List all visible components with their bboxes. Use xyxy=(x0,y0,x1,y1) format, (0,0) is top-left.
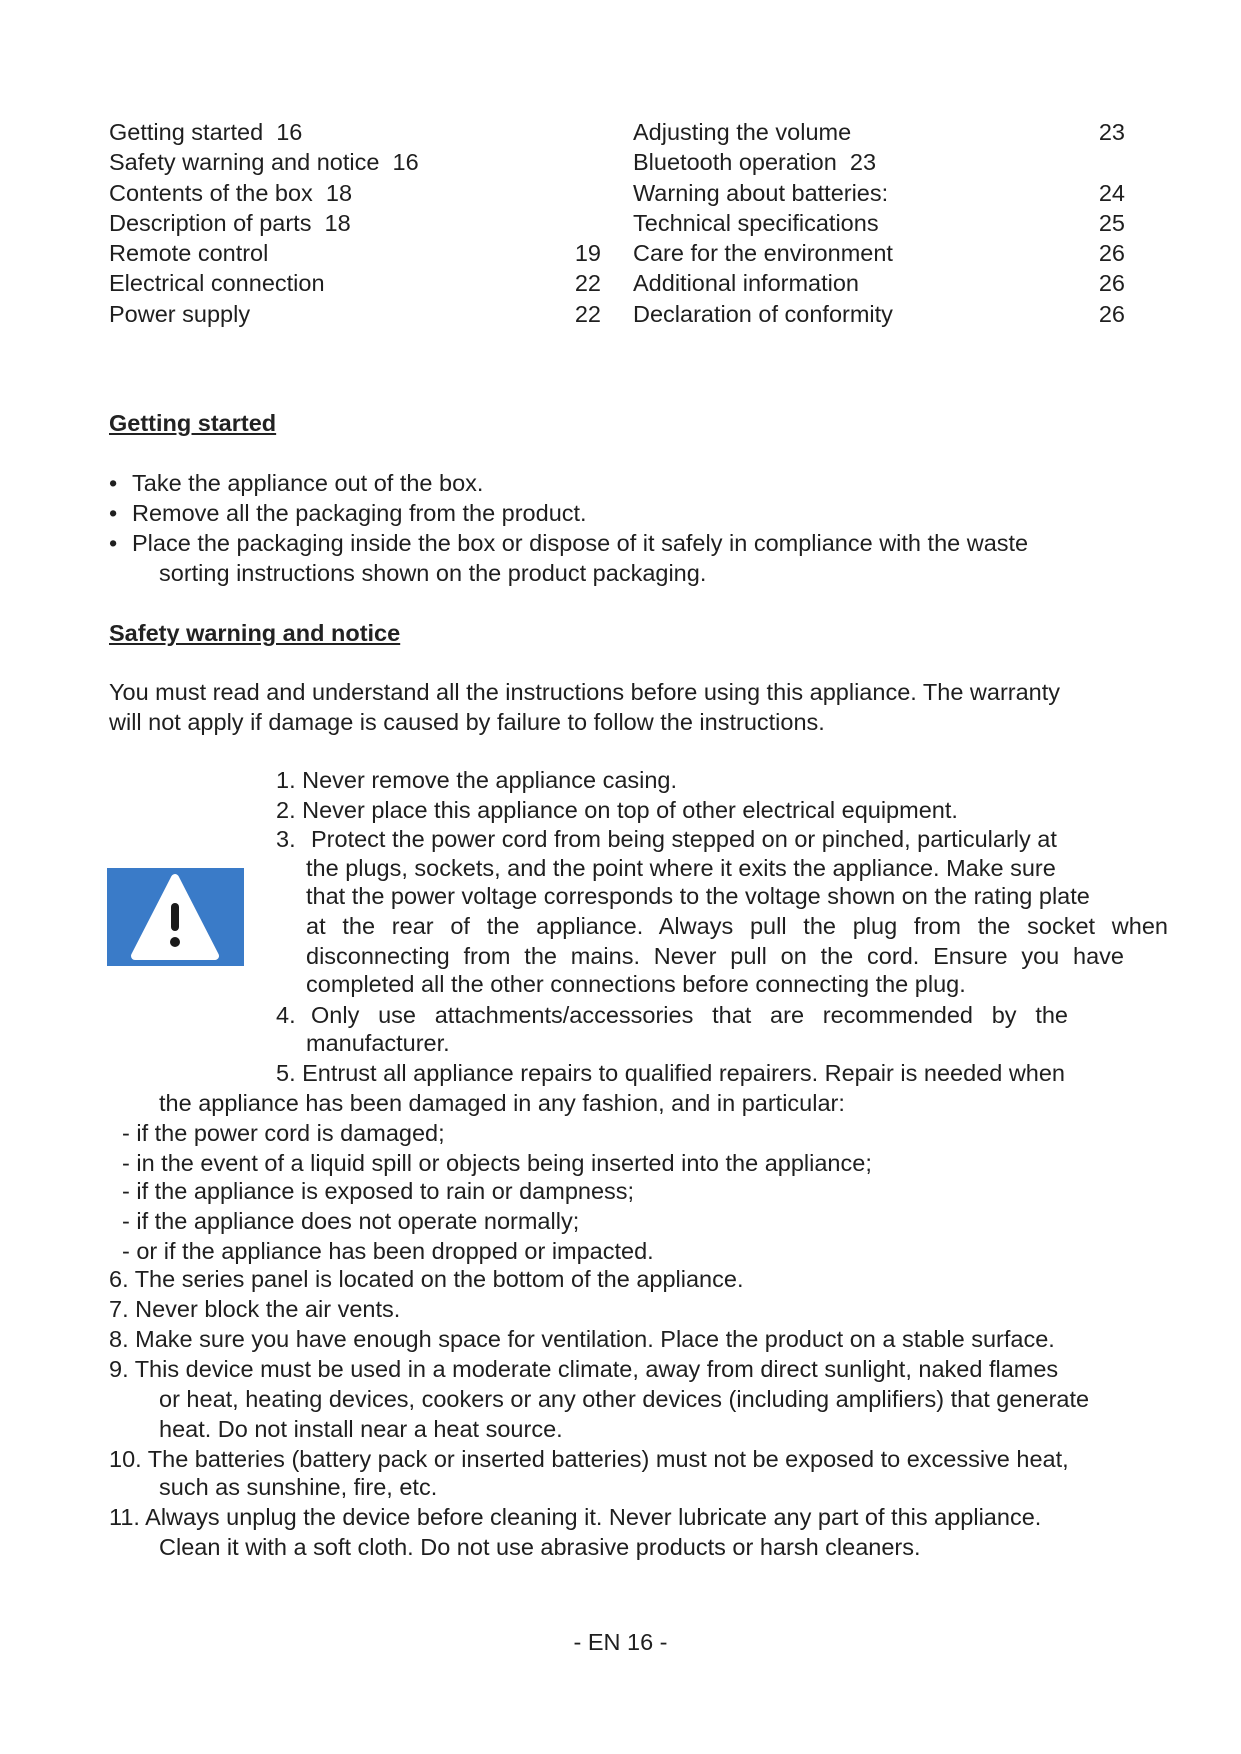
safety-item-3-line: completed all the other connections before connecting the plug. xyxy=(306,971,966,997)
toc-entry-title: Description of parts xyxy=(109,209,312,236)
toc-entry xyxy=(633,208,1125,238)
toc-entry xyxy=(633,147,1125,177)
safety-item-2: 2. Never place this appliance on top of other electrical equipment. xyxy=(276,797,958,823)
toc-entry-page: 26 xyxy=(1098,270,1125,297)
page-number: - EN 16 - xyxy=(573,1629,668,1655)
bullet-symbol: • xyxy=(109,470,118,496)
bullet-symbol: • xyxy=(109,500,118,526)
safety-item-5-line: 5. Entrust all appliance repairs to qualified repairers. Repair is needed when xyxy=(276,1060,1066,1086)
toc-entry-page: 23 xyxy=(849,149,877,176)
toc-entry-title: Contents of the box xyxy=(109,179,313,206)
toc-entry-page: 26 xyxy=(1098,300,1125,327)
toc-entry-page: 26 xyxy=(1098,240,1125,267)
toc-entry xyxy=(109,299,601,329)
toc-entry-title: Power supply xyxy=(109,300,251,327)
dash-item: - if the power cord is damaged; xyxy=(122,1120,445,1146)
bullet-symbol: • xyxy=(109,530,118,556)
dash-item: - in the event of a liquid spill or objects being inserted into the appliance; xyxy=(122,1150,872,1176)
toc-entry-title: Getting started xyxy=(109,119,264,145)
bullet-item-continuation: sorting instructions shown on the product packaging. xyxy=(159,560,707,586)
toc-entry-title: Adjusting the volume xyxy=(633,119,852,145)
safety-item-3-line: Protect the power cord from being stepped on or pinched, particularly at xyxy=(311,826,1057,852)
toc-entry xyxy=(109,268,601,298)
safety-item-5-line: the appliance has been damaged in any fashion, and in particular: xyxy=(159,1090,845,1116)
toc-entry-page: 18 xyxy=(325,179,353,206)
safety-item-3-line: at the rear of the appliance. Always pull the plug from the socket when xyxy=(306,913,1168,939)
safety-item-11-line: Clean it with a soft cloth. Do not use abrasive products or harsh cleaners. xyxy=(159,1534,921,1560)
toc-entry xyxy=(109,117,601,147)
toc-entry-page: 22 xyxy=(574,300,601,327)
warning-sign xyxy=(107,868,244,966)
toc-entry-title: Electrical connection xyxy=(109,270,325,297)
toc-entry-page: 22 xyxy=(574,270,601,297)
safety-item-3-line: disconnecting from the mains. Never pull on the cord. Ensure you have xyxy=(306,943,1124,969)
bullet-item: Take the appliance out of the box. xyxy=(132,470,484,496)
toc-entry xyxy=(109,208,601,238)
toc-entry xyxy=(109,178,601,208)
safety-item-11-line: 11. Always unplug the device before cleaning it. Never lubricate any part of this appliance. xyxy=(109,1504,1042,1530)
toc-entry-title: Safety warning and notice xyxy=(109,149,380,176)
safety-item-6: 6. The series panel is located on the bottom of the appliance. xyxy=(109,1266,744,1292)
safety-item-10-line: such as sunshine, fire, etc. xyxy=(159,1474,438,1500)
toc-entry-page: 24 xyxy=(1098,179,1125,206)
bullet-item: Remove all the packaging from the product. xyxy=(132,500,587,526)
safety-intro-line: will not apply if damage is caused by failure to follow the instructions. xyxy=(109,709,825,735)
toc-entry xyxy=(109,147,601,177)
toc-entry-title: Care for the environment xyxy=(633,240,893,267)
toc-entry-title: Bluetooth operation xyxy=(633,149,837,176)
toc-entry xyxy=(633,117,1125,147)
safety-item-9-line: or heat, heating devices, cookers or any other devices (including amplifiers) that generate xyxy=(159,1386,1090,1412)
toc-entry xyxy=(633,299,1125,329)
safety-item-3-number: 3. xyxy=(276,826,296,852)
toc-left-column xyxy=(109,117,601,329)
toc-entry xyxy=(633,178,1125,208)
safety-item-9-line: heat. Do not install near a heat source. xyxy=(159,1416,563,1442)
toc-entry-page: 16 xyxy=(392,149,419,176)
safety-item-4-number: 4. xyxy=(276,1002,296,1028)
toc-entry-title: Additional information xyxy=(633,270,859,297)
safety-intro-line: You must read and understand all the instructions before using this appliance. The warranty xyxy=(109,679,1061,705)
dash-item: - if the appliance does not operate normally; xyxy=(122,1208,580,1234)
safety-item-1: 1. Never remove the appliance casing. xyxy=(276,767,678,793)
toc-entry-page: 18 xyxy=(324,209,351,236)
safety-item-3-line: that the power voltage corresponds to the voltage shown on the rating plate xyxy=(306,883,1090,909)
warning-triangle-icon xyxy=(107,868,244,966)
safety-item-7: 7. Never block the air vents. xyxy=(109,1296,401,1322)
toc-entry-title: Remote control xyxy=(109,240,269,267)
bullet-item: Place the packaging inside the box or dispose of it safely in compliance with the waste xyxy=(132,530,1029,556)
toc-entry xyxy=(633,238,1125,268)
toc-entry-page: 25 xyxy=(1098,209,1125,236)
toc-entry-title: Technical specifications xyxy=(633,209,879,236)
toc-entry-page: 19 xyxy=(574,240,601,267)
dash-item: - or if the appliance has been dropped or impacted. xyxy=(122,1238,654,1264)
safety-item-4-line: Only use attachments/accessories that are recommended by the xyxy=(311,1002,1068,1028)
toc-entry-title: Declaration of conformity xyxy=(633,300,893,327)
dash-item: - if the appliance is exposed to rain or dampness; xyxy=(122,1178,635,1204)
toc-entry xyxy=(109,238,601,268)
safety-item-9-line: 9. This device must be used in a moderate climate, away from direct sunlight, naked flames xyxy=(109,1356,1059,1382)
toc-entry xyxy=(633,268,1125,298)
getting-started-heading: Getting started xyxy=(109,410,277,436)
safety-item-8: 8. Make sure you have enough space for ventilation. Place the product on a stable surface. xyxy=(109,1326,1055,1352)
toc-entry-title: Warning about batteries: xyxy=(633,179,889,206)
safety-item-4-line: manufacturer. xyxy=(306,1030,450,1056)
safety-heading: Safety warning and notice xyxy=(109,620,401,646)
toc-entry-page: 16 xyxy=(276,119,303,145)
safety-item-3-line: the plugs, sockets, and the point where it exits the appliance. Make sure xyxy=(306,855,1056,881)
toc-right-column xyxy=(633,117,1125,329)
toc-entry-page: 23 xyxy=(1098,119,1125,145)
safety-item-10-line: 10. The batteries (battery pack or inserted batteries) must not be exposed to excessive heat, xyxy=(109,1446,1069,1472)
